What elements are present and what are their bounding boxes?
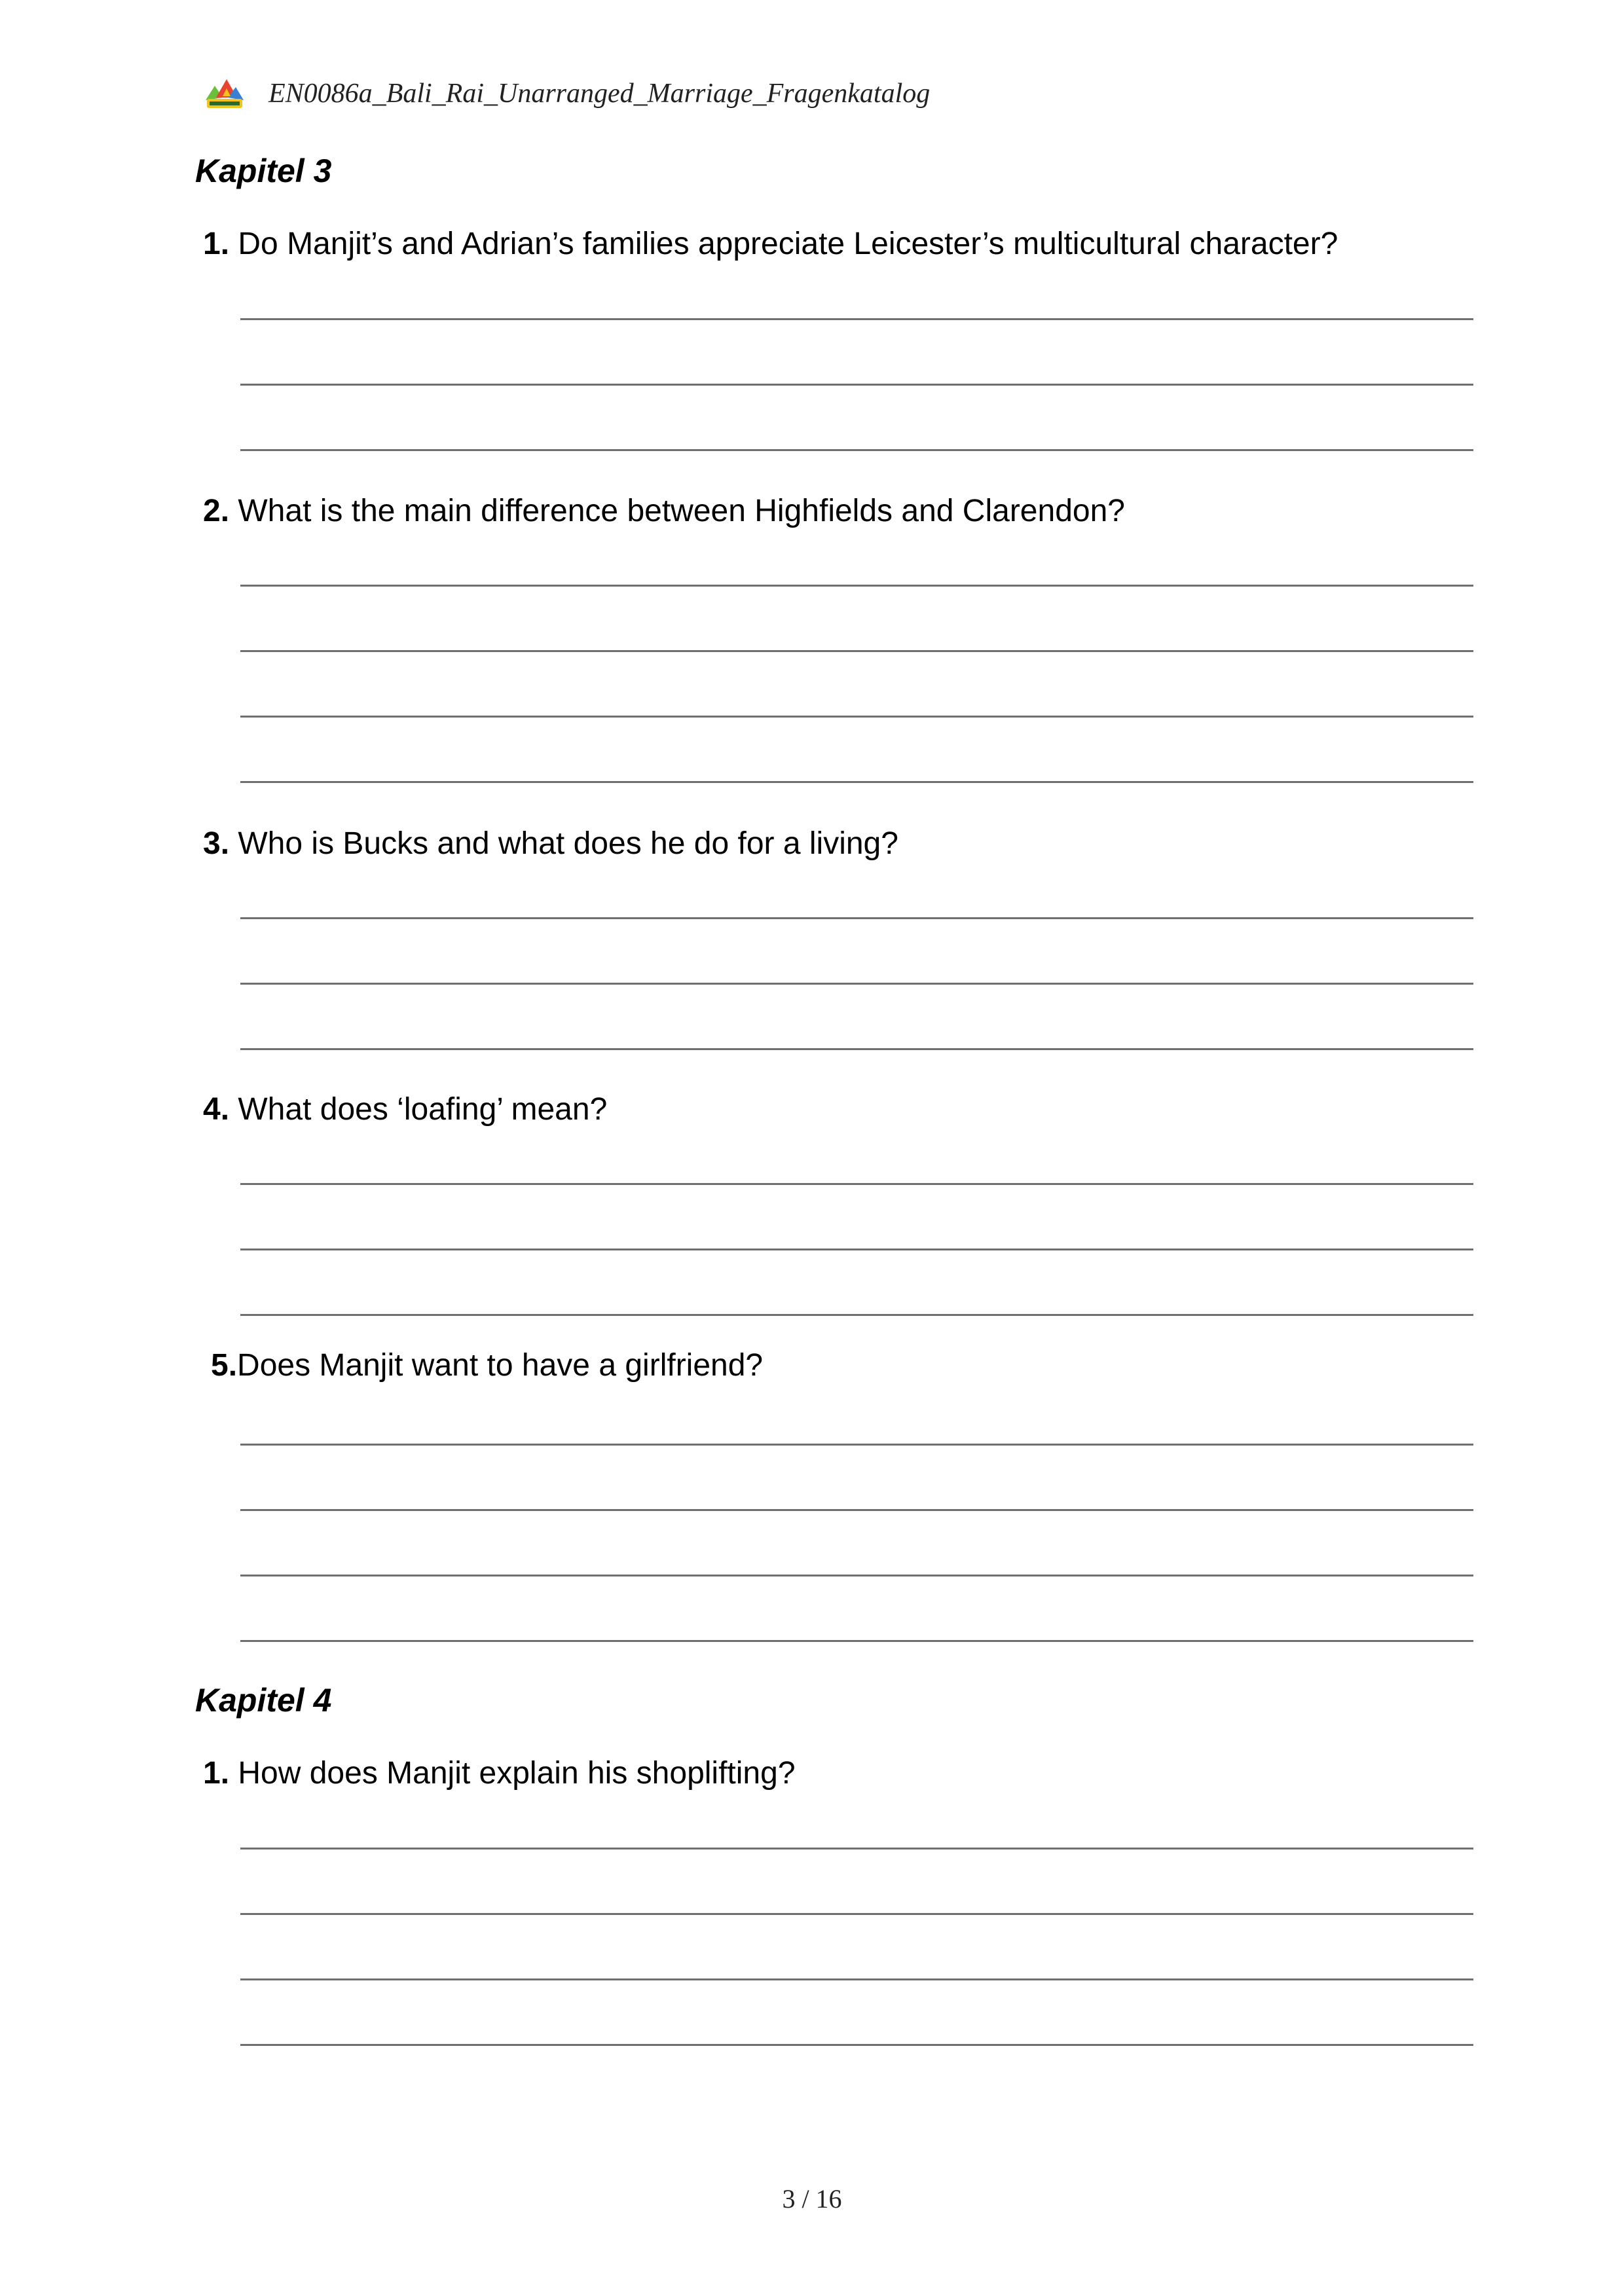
lernwelt-logo-icon bbox=[204, 77, 245, 111]
question-text: What does ‘loafing’ mean? bbox=[238, 1092, 608, 1127]
question-text: Who is Bucks and what does he do for a living? bbox=[238, 826, 898, 861]
page-number: 3 / 16 bbox=[782, 2184, 842, 2214]
document-title: EN0086a_Bali_Rai_Unarranged_Marriage_Fragenkatalog bbox=[268, 79, 931, 109]
question-3-3 bbox=[203, 826, 898, 862]
answer-line[interactable] bbox=[240, 1183, 1473, 1185]
question-text: What is the main difference between Highfields and Clarendon? bbox=[238, 494, 1125, 528]
question-text: Do Manjit’s and Adrian’s families appreciate Leicester’s multicultural character? bbox=[238, 227, 1338, 261]
answer-line[interactable] bbox=[240, 318, 1473, 320]
answer-line[interactable] bbox=[240, 1314, 1473, 1316]
question-text: Does Manjit want to have a girlfriend? bbox=[237, 1348, 764, 1383]
section-heading-kapitel-4: Kapitel 4 bbox=[195, 1682, 332, 1719]
question-3-2 bbox=[203, 493, 1125, 529]
answer-line[interactable] bbox=[240, 585, 1473, 587]
answer-line[interactable] bbox=[240, 781, 1473, 783]
answer-line[interactable] bbox=[240, 983, 1473, 985]
answer-line[interactable] bbox=[240, 1913, 1473, 1915]
answer-line[interactable] bbox=[240, 1575, 1473, 1576]
question-text: How does Manjit explain his shoplifting? bbox=[238, 1756, 796, 1791]
answer-line[interactable] bbox=[240, 1640, 1473, 1642]
question-3-4 bbox=[203, 1091, 607, 1127]
answer-line[interactable] bbox=[240, 1444, 1473, 1446]
question-number: 1. bbox=[203, 1756, 230, 1791]
answer-line[interactable] bbox=[240, 449, 1473, 451]
question-4-1 bbox=[203, 1755, 796, 1791]
question-3-1 bbox=[203, 226, 1338, 262]
answer-line[interactable] bbox=[240, 1248, 1473, 1250]
answer-line[interactable] bbox=[240, 917, 1473, 919]
answer-line[interactable] bbox=[240, 650, 1473, 652]
answer-line[interactable] bbox=[240, 1509, 1473, 1511]
answer-line[interactable] bbox=[240, 1048, 1473, 1050]
question-number: 2. bbox=[203, 494, 230, 528]
question-number: 1. bbox=[203, 227, 230, 261]
answer-line[interactable] bbox=[240, 1978, 1473, 1980]
question-3-5 bbox=[211, 1347, 763, 1383]
question-number: 5. bbox=[211, 1348, 238, 1383]
question-number: 3. bbox=[203, 826, 230, 861]
answer-line[interactable] bbox=[240, 2044, 1473, 2046]
document-header bbox=[204, 72, 930, 115]
answer-line[interactable] bbox=[240, 1848, 1473, 1850]
section-heading-kapitel-3: Kapitel 3 bbox=[195, 153, 332, 189]
answer-line[interactable] bbox=[240, 716, 1473, 718]
question-number: 4. bbox=[203, 1092, 230, 1127]
answer-line[interactable] bbox=[240, 384, 1473, 386]
